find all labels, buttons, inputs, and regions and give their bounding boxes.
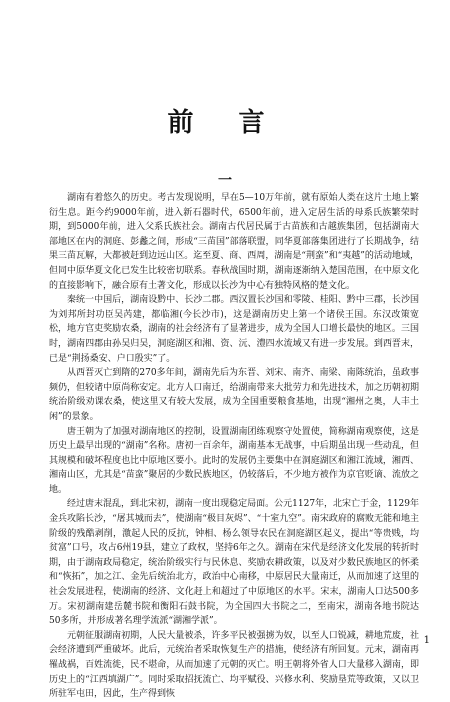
section-number: 一 [218,173,232,189]
page-title: 前 言 [167,108,283,138]
paragraph-2: 秦统一中国后，湖南设黔中、长沙二郡。西汉置长沙国和零陵、桂阳、黔中三郡，长沙国为刘邦所封功臣吴芮建，都临湘(今长沙市)，这是湖南历史上第一个诸侯王国。东汉改策宽松，地方官吏奖励农桑，湖南的社会经济有了显著进步，成为全国人口增长最快的地区。三国时，湖南四郡由孙吴归吴，洞庭湖区和湘、资、沅、澧四水流域又有进一步发展。到西晋末，已是“荆扬桑安、户口殷实”了。 [49,295,419,364]
page-number: 1 [423,635,430,646]
paragraph-3: 从西晋灭亡到隋的270多年间，湖南先后为东晋、刘宋、南齐、南梁、南陈统治，虽政事频仍，但较诸中原尚称安定。北方人口南迁，给湖南带来大批劳力和先进技术，加之历朝初期统治阶级劝课农桑，使这里又有较大发展，成为全国重要粮食基地，出现“湘州之奥，人丰土闲”的景象。 [49,368,419,422]
paragraph-6: 元朝征服湖南初期，人民大量被杀，许多平民被强掳为奴，以至人口锐减，耕地荒废，社会经济遭到严重破坏。此后，元统治者采取恢复生产的措施，使经济有所回复。元末，湖南再罹战祸，百姓流徙，民不堪命，从而加速了元朝的灭亡。明王朝将外省人口大量移入湖南，即历史上的“江西填湖广”。同时采取招抚流亡、均平赋役、兴修水利、奖励垦荒等政策，又以卫所驻军屯田，因此，生产得到恢 [49,630,419,700]
paragraph-4: 唐王朝为了加强对湖南地区的控制，设置湖南团练观察守处置使，简称湖南观察使，这是历史上最早出现的“湖南”名称。唐初一百余年，湖南基本无战事，中后期虽出现一些动乱，但其规模和破坏程度也比中原地区要小。此时的发展仍主要集中在洞庭湖区和湘江流域，湘西、湘南山区，尤其是“苗蛮”聚居的少数民族地区，仍较落后，不少地方被作为京官贬谪、流放之地。 [49,426,419,495]
paragraph-1: 湖南有着悠久的历史。考古发现说明，早在5—10万年前，就有原始人类在这片土地上繁衍生息。距今约9000年前，进入新石器时代，6500年前，进入定居生活的母系氏族繁荣时期，到5000年前，进入父系氏族社会。湖南古代居民属于古苗族和古越族集团，包括湖南大部地区在内的洞庭、彭蠡之间，形成“三苗国”部落联盟，同华夏部落集团进行了长期战争，结果三苗瓦解，大都被赶到边远山区。迄至夏、商、西周，湖南是“荆蛮”和“夷越”的活动地域，但同中原华夏文化已发生比较密切联系。春秋战国时期，湖南逐渐纳入楚国范围，在中原文化的直接影响下，融合原有土著文化，形成以长沙为中心有独特风格的楚文化。 [49,193,419,291]
body-text [49,191,419,702]
paragraph-5: 经过唐末混乱，到北宋初，湖南一度出现稳定局面。公元1127年，北宋亡于金，1129年金兵攻陷长沙，“屠其城而去”，使湖南“极目灰烬”、“十室九空”。南宋政府的腐败无能和地主阶级的残酷剥削，激起人民的反抗，钟相、杨么领导农民在洞庭湖区起义，提出“等贵贱，均贫富”口号，攻占6州19县，建立了政权，坚持6年之久。湖南在宋代是经济文化发展的转折时期，由于湖南政局稳定，统治阶级实行与民休息、奖励农耕政策，以及对少数民族地区的怀柔和“恢拓”，加之江、金先后统治北方，政治中心南移，中原居民大量南迁，从而加速了这里的社会发展进程，使湖南的经济、文化赶上和超过了中原地区的水平。宋末，湖南人口达500多万。宋初湖南建岳麓书院和衡阳石鼓书院，为全国四大书院之二，至南宋，湖南各地书院达50多所，并形成著名理学流派“湖湘学派”。 [49,499,419,627]
